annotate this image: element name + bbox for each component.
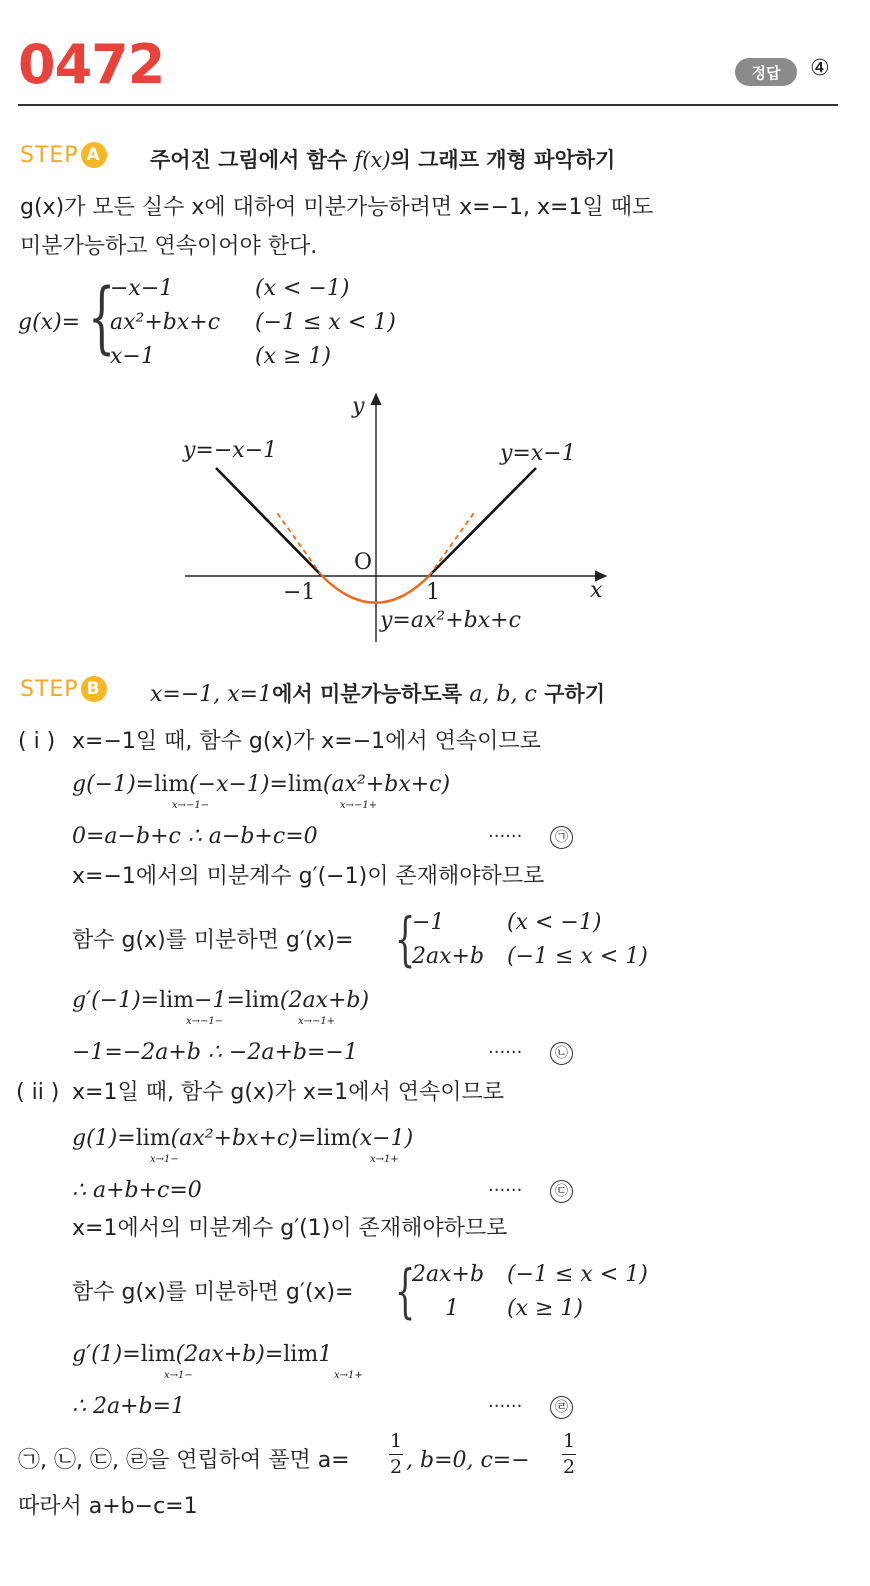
line-left	[216, 468, 322, 576]
graph-axis-x-label: x	[590, 578, 603, 603]
graph-tick-1: 1	[426, 580, 440, 605]
solve-line-mid: , b=0, c=−	[406, 1448, 530, 1473]
step-b-label: STEP B	[20, 676, 107, 702]
graph-tick-neg1: −1	[283, 580, 316, 605]
case-1-dots-1: ······	[488, 826, 523, 847]
case-2-deriv-cond-2: (x ≥ 1)	[507, 1296, 583, 1321]
graph-axis-y-label: y	[352, 394, 365, 419]
case-2-deriv-sub-1: x→1−	[164, 1370, 193, 1381]
line-right	[429, 468, 536, 576]
case-1-line-4: x=−1에서의 미분계수 g′(−1)이 존재해야하므로	[72, 864, 545, 889]
answer-badge: 정답	[735, 58, 797, 86]
case-2-deriv-limit-line: g′(1)=lim(2ax+b)=lim1	[72, 1342, 333, 1367]
graph-label-left: y=−x−1	[183, 438, 278, 463]
case-2-equation-1: ∴ a+b+c=0	[72, 1178, 202, 1203]
fraction-c: 1 2	[562, 1430, 576, 1478]
case-2-derivative-intro: 함수 g(x)를 미분하면 g′(x)=	[72, 1280, 354, 1305]
case-2-dots-2: ······	[488, 1396, 523, 1417]
case-2-limit-sub-1: x→1−	[150, 1154, 179, 1165]
marker-digeut: ㉢	[550, 1180, 573, 1203]
gdef-lhs: g(x)=	[18, 310, 81, 335]
step-a-line-1: g(x)가 모든 실수 x에 대하여 미분가능하려면 x=−1, x=1일 때도	[20, 195, 654, 220]
case-1-dots-2: ······	[488, 1042, 523, 1063]
case-1-deriv-expr-2: 2ax+b	[412, 944, 485, 969]
case-1-equation-2: −1=−2a+b ∴ −2a+b=−1	[72, 1040, 358, 1065]
graph-origin-label: O	[354, 550, 373, 575]
case-1-deriv-limit-line: g′(−1)=lim−1=lim(2ax+b)	[72, 988, 370, 1013]
case-1-deriv-cond-1: (x < −1)	[507, 910, 602, 935]
case-2-line-1: x=1일 때, 함수 g(x)가 x=1에서 연속이므로	[72, 1080, 505, 1105]
header-divider	[18, 104, 838, 106]
graph-label-parabola: y=ax²+bx+c	[380, 608, 521, 633]
case-2-deriv-expr-1: 2ax+b	[412, 1262, 485, 1287]
step-a-title: 주어진 그림에서 함수 f(x)의 그래프 개형 파악하기	[150, 148, 616, 172]
case-2-deriv-expr-2: 1	[445, 1296, 459, 1321]
final-answer-line: 따라서 a+b−c=1	[18, 1494, 198, 1519]
tangent-left-dashed	[275, 510, 322, 576]
case-1-deriv-expr-1: −1	[412, 910, 445, 935]
case-1-derivative-intro: 함수 g(x)를 미분하면 g′(x)=	[72, 928, 354, 953]
case-1-line-1: x=−1일 때, 함수 g(x)가 x=−1에서 연속이므로	[72, 729, 541, 754]
solve-line-pre: ㉠, ㉡, ㉢, ㉣을 연립하여 풀면 a=	[18, 1448, 350, 1473]
step-a-label: STEP A	[20, 142, 107, 168]
case-2-deriv-cond-1: (−1 ≤ x < 1)	[507, 1262, 648, 1287]
case-1-deriv-brace: {	[395, 905, 416, 973]
case-1-limit-sub-2: x→−1+	[340, 800, 378, 811]
case-2-line-4: x=1에서의 미분계수 g′(1)이 존재해야하므로	[72, 1216, 508, 1241]
case-2-deriv-brace: {	[395, 1257, 416, 1325]
case-1-deriv-sub-1: x→−1−	[186, 1016, 224, 1027]
gdef-expr-1: −x−1	[110, 276, 174, 301]
tangent-right-dashed	[429, 510, 476, 576]
step-a-letter: A	[81, 142, 107, 168]
marker-giyeok: ㉠	[550, 826, 573, 849]
fraction-a: 1 2	[389, 1430, 403, 1478]
gdef-cond-3: (x ≥ 1)	[255, 344, 331, 369]
gdef-expr-2: ax²+bx+c	[110, 310, 221, 335]
case-1-tag: ( i )	[18, 729, 56, 754]
case-1-limit-line: g(−1)=lim(−x−1)=lim(ax²+bx+c)	[72, 772, 451, 797]
step-b-letter: B	[81, 676, 107, 702]
case-2-deriv-sub-2: x→1+	[334, 1370, 363, 1381]
gdef-cond-1: (x < −1)	[255, 276, 350, 301]
case-1-limit-sub-1: x→−1−	[172, 800, 210, 811]
case-2-limit-line: g(1)=lim(ax²+bx+c)=lim(x−1)	[72, 1126, 414, 1151]
case-2-equation-2: ∴ 2a+b=1	[72, 1394, 186, 1419]
case-1-deriv-sub-2: x→−1+	[298, 1016, 336, 1027]
case-1-deriv-cond-2: (−1 ≤ x < 1)	[507, 944, 648, 969]
case-2-tag: ( ii )	[16, 1080, 60, 1105]
gdef-brace: {	[88, 273, 116, 363]
step-b-title: x=−1, x=1에서 미분가능하도록 a, b, c 구하기	[150, 682, 605, 707]
case-1-equation-1: 0=a−b+c ∴ a−b+c=0	[72, 824, 318, 849]
answer-value: ④	[810, 56, 830, 81]
case-2-dots-1: ······	[488, 1180, 523, 1201]
gdef-cond-2: (−1 ≤ x < 1)	[255, 310, 396, 335]
case-2-limit-sub-2: x→1+	[370, 1154, 399, 1165]
step-a-line-2: 미분가능하고 연속이어야 한다.	[20, 234, 318, 259]
marker-nieun: ㉡	[550, 1042, 573, 1065]
marker-rieul: ㉣	[550, 1396, 573, 1419]
graph-label-right: y=x−1	[500, 441, 576, 466]
problem-number: 0472	[18, 33, 165, 96]
gdef-expr-3: x−1	[110, 344, 155, 369]
